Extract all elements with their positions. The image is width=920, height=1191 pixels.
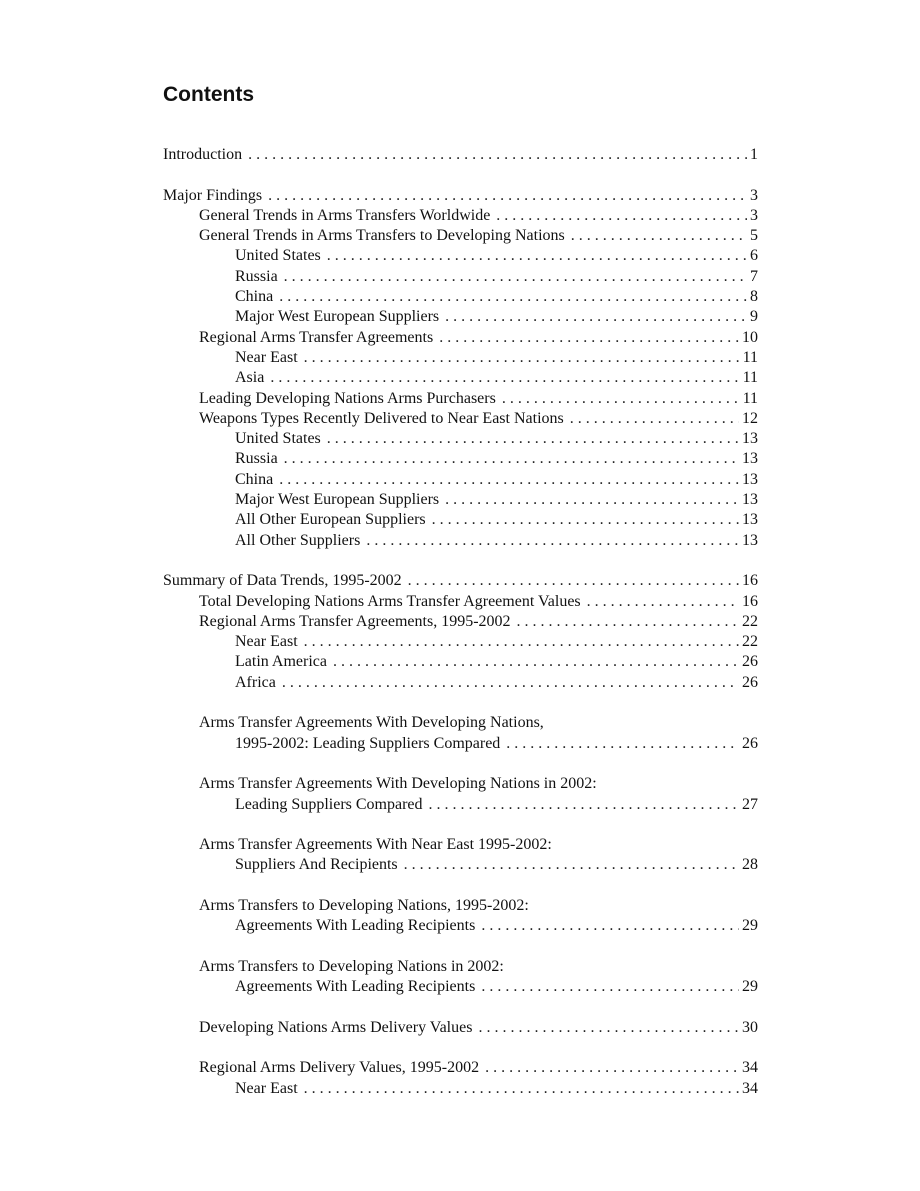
toc-entry-heading[interactable]: Arms Transfer Agreements With Near East 1995-2002: bbox=[199, 836, 552, 854]
toc-page-number: 9 bbox=[750, 308, 758, 326]
toc-dot-leader bbox=[496, 206, 747, 226]
toc-dot-leader bbox=[485, 1058, 739, 1078]
toc-page-number: 6 bbox=[750, 247, 758, 265]
toc-page-number: 3 bbox=[750, 186, 758, 204]
toc-entry-title: Asia bbox=[235, 369, 265, 387]
toc-entry-title: Russia bbox=[235, 267, 278, 285]
toc-dot-leader bbox=[571, 226, 747, 246]
toc-entry-title: Agreements With Leading Recipients bbox=[235, 978, 476, 996]
toc-dot-leader bbox=[327, 429, 739, 449]
toc-page-number: 10 bbox=[742, 328, 758, 346]
toc-dot-leader bbox=[408, 571, 739, 591]
toc-page-number: 8 bbox=[750, 288, 758, 306]
toc-entry-title: Suppliers And Recipients bbox=[235, 856, 398, 874]
toc-entry-title: Regional Arms Delivery Values, 1995-2002 bbox=[199, 1059, 480, 1077]
toc-entry-africa[interactable] bbox=[163, 673, 758, 693]
toc-dot-leader bbox=[404, 855, 739, 875]
toc-entry-major-findings[interactable] bbox=[163, 186, 758, 206]
toc-entry-title: China bbox=[235, 288, 274, 306]
toc-entry-latin-america[interactable] bbox=[163, 652, 758, 672]
toc-page-number: 1 bbox=[750, 146, 758, 163]
toc-page-number: 22 bbox=[742, 633, 758, 651]
toc-dot-leader bbox=[304, 632, 739, 652]
toc-entry-title: Regional Arms Transfer Agreements, 1995-2002 bbox=[199, 612, 511, 630]
toc-dot-leader bbox=[587, 592, 739, 612]
toc-entry-title: Developing Nations Arms Delivery Values bbox=[199, 1018, 473, 1036]
toc-page-number: 26 bbox=[742, 673, 758, 691]
toc-page-number: 26 bbox=[742, 653, 758, 671]
toc-entry-regional-agreements[interactable] bbox=[163, 328, 758, 348]
toc-entry-leading-suppliers-1995-2002[interactable] bbox=[163, 734, 758, 754]
toc-dot-leader bbox=[279, 287, 747, 307]
toc-entry-title: Major Findings bbox=[163, 186, 263, 204]
toc-entry-title: General Trends in Arms Transfers Worldwide bbox=[199, 206, 491, 224]
toc-entry-title: Introduction bbox=[163, 146, 243, 163]
toc-entry-all-other-suppliers[interactable] bbox=[163, 531, 758, 551]
toc-entry-suppliers-and-recipients[interactable] bbox=[163, 855, 758, 875]
toc-page-number: 11 bbox=[742, 369, 758, 387]
toc-dot-leader bbox=[478, 1018, 739, 1038]
toc-page-number: 5 bbox=[750, 227, 758, 245]
toc-page-number: 11 bbox=[742, 348, 758, 366]
toc-page-number: 13 bbox=[742, 491, 758, 509]
toc-dot-leader bbox=[270, 368, 739, 388]
toc-dot-leader bbox=[481, 916, 739, 936]
toc-dot-leader bbox=[304, 1079, 739, 1099]
toc-entry-title: Weapons Types Recently Delivered to Near East Nations bbox=[199, 409, 564, 427]
toc-entry-title: Near East bbox=[235, 633, 298, 651]
toc-entry-title: China bbox=[235, 470, 274, 488]
toc-dot-leader bbox=[445, 307, 747, 327]
toc-entry-delivery-values[interactable] bbox=[163, 1018, 758, 1038]
toc-dot-leader bbox=[284, 449, 739, 469]
toc-page-number: 22 bbox=[742, 612, 758, 630]
toc-entry-heading[interactable]: Arms Transfers to Developing Nations in 2002: bbox=[199, 957, 504, 975]
toc-page-number: 16 bbox=[742, 592, 758, 610]
toc-entry-all-other-european-suppliers[interactable] bbox=[163, 510, 758, 530]
toc-page-number: 13 bbox=[742, 430, 758, 448]
toc-dot-leader bbox=[439, 328, 739, 348]
toc-entry-weapons-types[interactable] bbox=[163, 409, 758, 429]
toc-dot-leader bbox=[279, 470, 739, 490]
toc-page-number: 11 bbox=[742, 389, 758, 407]
toc-entry-title: Russia bbox=[235, 450, 278, 468]
toc-entry-total-agreement-values[interactable] bbox=[163, 592, 758, 612]
toc-dot-leader bbox=[282, 673, 739, 693]
toc-entry-summary-of-data-trends[interactable] bbox=[163, 571, 758, 591]
toc-page-number: 16 bbox=[742, 572, 758, 590]
toc-page-number: 30 bbox=[742, 1018, 758, 1036]
toc-dot-leader bbox=[366, 531, 739, 551]
toc-entry-introduction[interactable] bbox=[163, 145, 758, 165]
toc-entry-russia[interactable] bbox=[163, 449, 758, 469]
toc-entry-general-trends-developing[interactable] bbox=[163, 226, 758, 246]
toc-dot-leader bbox=[429, 795, 739, 815]
toc-entry-title: Near East bbox=[235, 348, 298, 366]
toc-entry-title: Total Developing Nations Arms Transfer Agreement Values bbox=[199, 592, 581, 610]
toc-entry-title: United States bbox=[235, 430, 321, 448]
toc-entry-russia[interactable] bbox=[163, 267, 758, 287]
toc-entry-title: Leading Developing Nations Arms Purchasers bbox=[199, 389, 496, 407]
toc-dot-leader bbox=[517, 612, 739, 632]
toc-entry-title: Latin America bbox=[235, 653, 327, 671]
toc-dot-leader bbox=[327, 246, 747, 266]
toc-entry-leading-suppliers-2002[interactable] bbox=[163, 795, 758, 815]
toc-dot-leader bbox=[481, 977, 739, 997]
toc-dot-leader bbox=[333, 652, 739, 672]
toc-dot-leader bbox=[432, 510, 739, 530]
toc-page-number: 34 bbox=[742, 1059, 758, 1077]
toc-entry-title: Major West European Suppliers bbox=[235, 308, 440, 326]
toc-entry-near-east[interactable] bbox=[163, 348, 758, 368]
toc-page-number: 29 bbox=[742, 917, 758, 935]
toc-entry-near-east[interactable] bbox=[163, 1079, 758, 1099]
toc-entry-china[interactable] bbox=[163, 470, 758, 490]
toc-entry-heading[interactable]: Arms Transfer Agreements With Developing Nations in 2002: bbox=[199, 775, 597, 793]
toc-entry-title: Agreements With Leading Recipients bbox=[235, 917, 476, 935]
toc-page-number: 13 bbox=[742, 470, 758, 488]
toc-entry-title: 1995-2002: Leading Suppliers Compared bbox=[235, 734, 501, 752]
page-title: Contents bbox=[163, 83, 254, 106]
toc-page-number: 34 bbox=[742, 1079, 758, 1097]
toc-dot-leader bbox=[502, 389, 740, 409]
toc-entry-major-west-european-suppliers[interactable] bbox=[163, 490, 758, 510]
table-of-contents bbox=[163, 145, 758, 1099]
toc-entry-heading[interactable]: Arms Transfer Agreements With Developing Nations, bbox=[199, 714, 544, 732]
toc-page-number: 13 bbox=[742, 450, 758, 468]
toc-page-number: 28 bbox=[742, 856, 758, 874]
toc-page-number: 26 bbox=[742, 734, 758, 752]
toc-dot-leader bbox=[284, 267, 747, 287]
toc-page-number: 12 bbox=[742, 409, 758, 427]
toc-entry-title: Leading Suppliers Compared bbox=[235, 795, 423, 813]
toc-entry-heading[interactable]: Arms Transfers to Developing Nations, 1995-2002: bbox=[199, 896, 529, 914]
toc-page-number: 27 bbox=[742, 795, 758, 813]
toc-dot-leader bbox=[304, 348, 740, 368]
toc-entry-title: Major West European Suppliers bbox=[235, 491, 440, 509]
toc-entry-leading-recipients-1995-2002[interactable] bbox=[163, 916, 758, 936]
toc-entry-general-trends-worldwide[interactable] bbox=[163, 206, 758, 226]
toc-dot-leader bbox=[506, 734, 739, 754]
toc-entry-title: Summary of Data Trends, 1995-2002 bbox=[163, 572, 402, 590]
toc-entry-major-west-european-suppliers[interactable] bbox=[163, 307, 758, 327]
toc-entry-china[interactable] bbox=[163, 287, 758, 307]
toc-entry-near-east[interactable] bbox=[163, 632, 758, 652]
toc-dot-leader bbox=[268, 186, 747, 206]
toc-dot-leader bbox=[570, 409, 739, 429]
toc-entry-regional-agreements-1995-2002[interactable] bbox=[163, 612, 758, 632]
toc-entry-title: All Other European Suppliers bbox=[235, 511, 426, 529]
toc-page-number: 3 bbox=[750, 206, 758, 224]
toc-entry-united-states[interactable] bbox=[163, 246, 758, 266]
toc-entry-regional-delivery-values[interactable] bbox=[163, 1058, 758, 1078]
toc-page-number: 13 bbox=[742, 531, 758, 549]
toc-dot-leader bbox=[248, 145, 747, 165]
toc-entry-title: General Trends in Arms Transfers to Developing Nations bbox=[199, 227, 565, 245]
toc-page-number: 13 bbox=[742, 511, 758, 529]
toc-entry-leading-purchasers[interactable] bbox=[163, 389, 758, 409]
toc-entry-title: All Other Suppliers bbox=[235, 531, 361, 549]
toc-entry-united-states[interactable] bbox=[163, 429, 758, 449]
toc-entry-title: Regional Arms Transfer Agreements bbox=[199, 328, 434, 346]
toc-page-number: 29 bbox=[742, 978, 758, 996]
toc-entry-leading-recipients-2002[interactable] bbox=[163, 977, 758, 997]
toc-entry-title: Near East bbox=[235, 1079, 298, 1097]
toc-entry-asia[interactable] bbox=[163, 368, 758, 388]
toc-page-number: 7 bbox=[750, 267, 758, 285]
toc-dot-leader bbox=[445, 490, 739, 510]
toc-entry-title: Africa bbox=[235, 673, 276, 691]
toc-entry-title: United States bbox=[235, 247, 321, 265]
